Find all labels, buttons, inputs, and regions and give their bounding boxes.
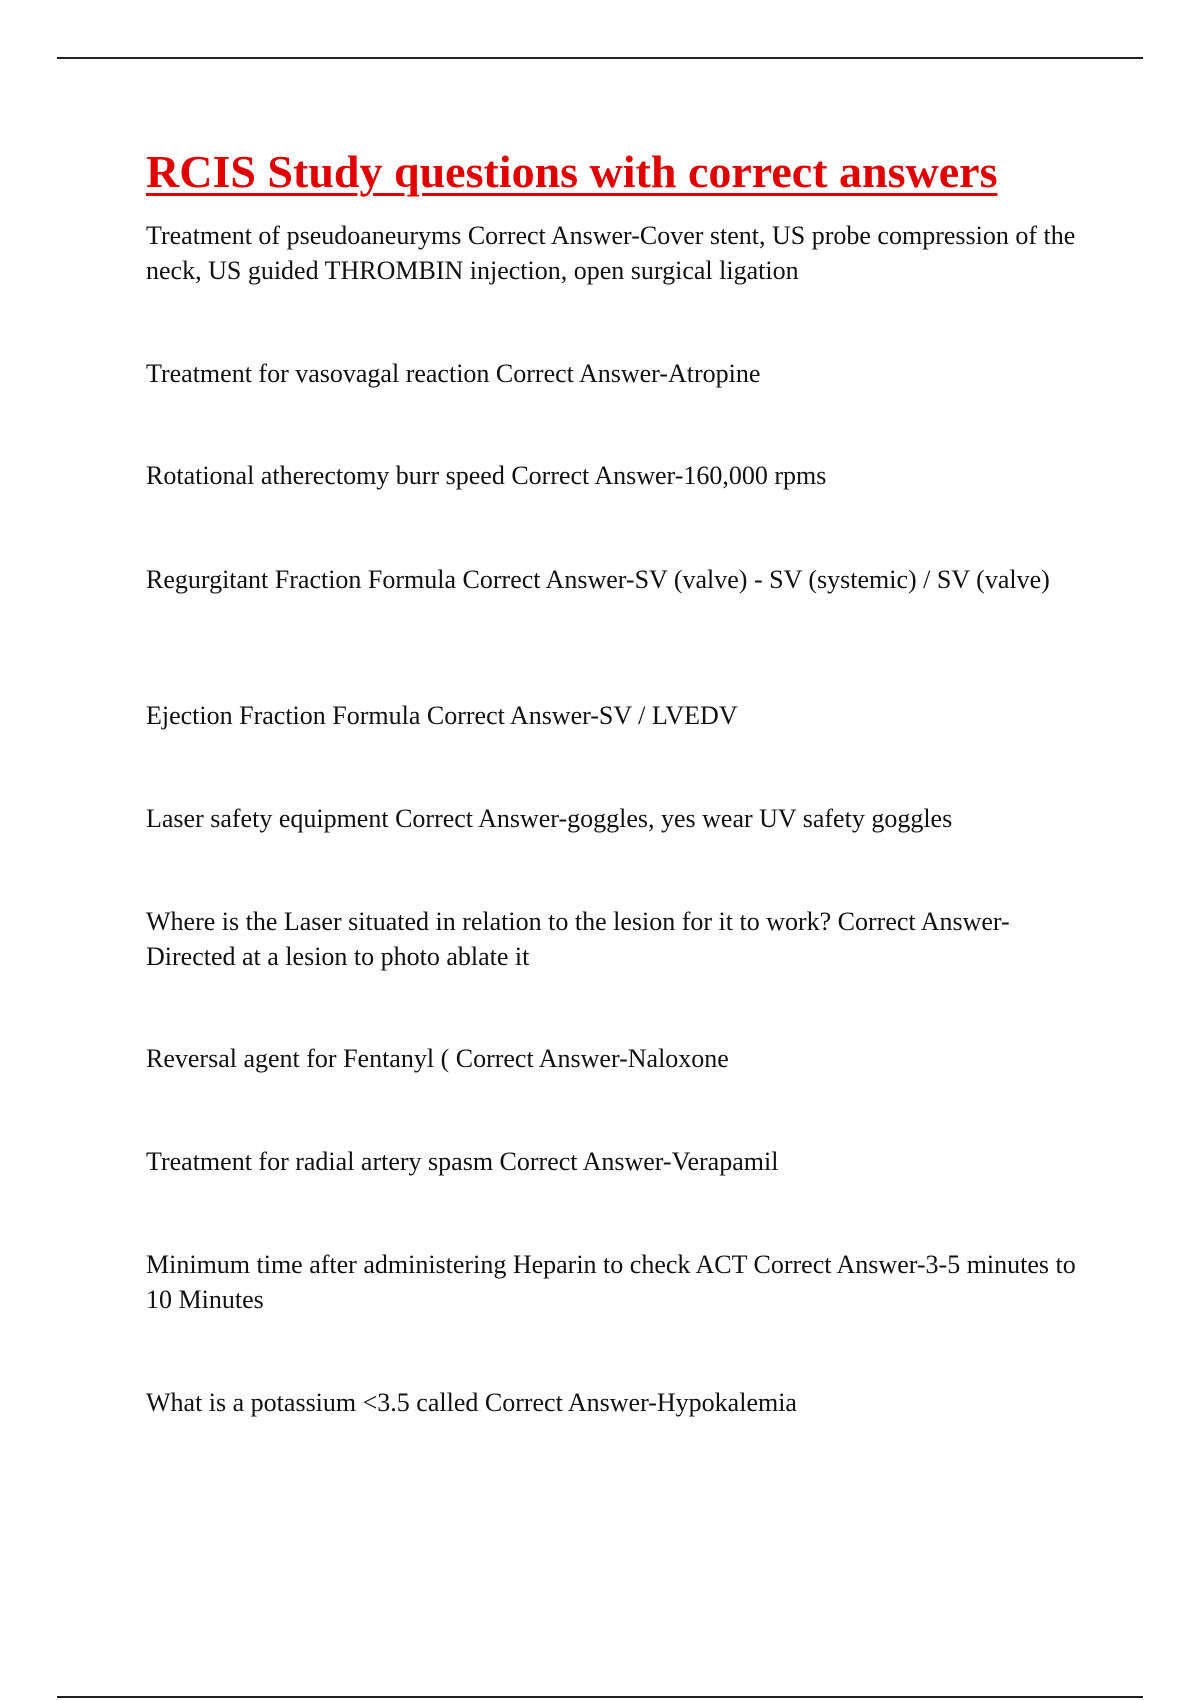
qa-entry: Regurgitant Fraction Formula Correct Answer-SV (valve) - SV (systemic) / SV (valve) bbox=[146, 565, 1050, 594]
page-title: RCIS Study questions with correct answers bbox=[146, 146, 998, 197]
qa-entry: Where is the Laser situated in relation to the lesion for it to work? Correct Answer-Directed at a lesion to photo ablate it bbox=[146, 907, 1010, 971]
qa-entry: Treatment of pseudoaneuryms Correct Answer-Cover stent, US probe compression of the neck, US guided THROMBIN injection, open surgical ligation bbox=[146, 221, 1076, 285]
qa-entry: Ejection Fraction Formula Correct Answer-SV / LVEDV bbox=[146, 701, 738, 730]
qa-entry: What is a potassium <3.5 called Correct Answer-Hypokalemia bbox=[146, 1388, 797, 1417]
header-rule bbox=[57, 57, 1143, 59]
qa-entry: Treatment for vasovagal reaction Correct Answer-Atropine bbox=[146, 359, 761, 388]
qa-entry: Laser safety equipment Correct Answer-goggles, yes wear UV safety goggles bbox=[146, 804, 953, 833]
qa-entry: Reversal agent for Fentanyl ( Correct Answer-Naloxone bbox=[146, 1044, 729, 1073]
qa-entry: Treatment for radial artery spasm Correct Answer-Verapamil bbox=[146, 1147, 779, 1176]
qa-entry: Minimum time after administering Heparin to check ACT Correct Answer-3-5 minutes to 10 Minutes bbox=[146, 1250, 1076, 1314]
qa-entry: Rotational atherectomy burr speed Correct Answer-160,000 rpms bbox=[146, 461, 827, 490]
footer-rule bbox=[57, 1696, 1143, 1698]
